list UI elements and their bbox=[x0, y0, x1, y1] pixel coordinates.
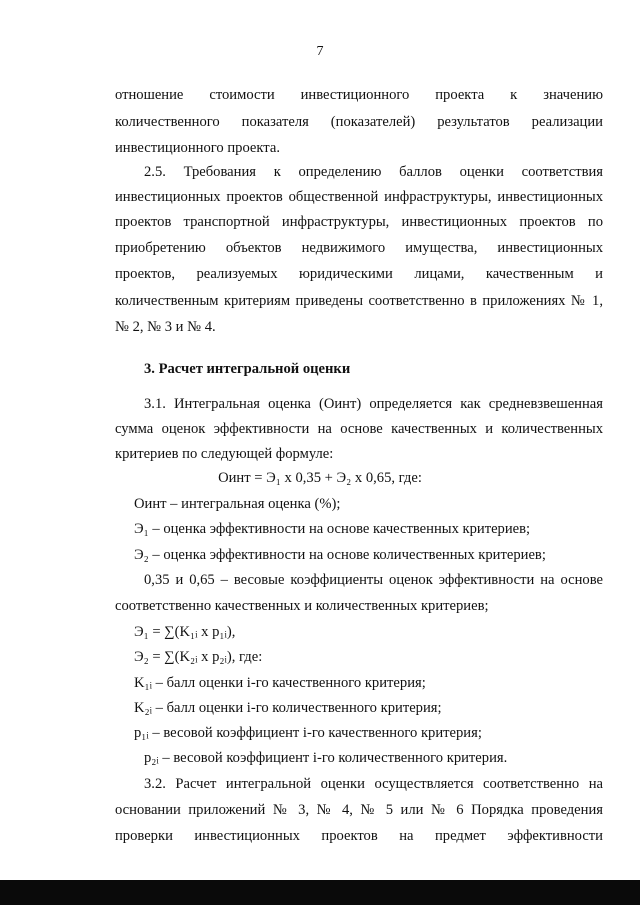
text-line: основании приложений № 3, № 4, № 5 или № 6 Порядка проведения bbox=[115, 802, 603, 818]
section-heading: 3. Расчет интегральной оценки bbox=[144, 361, 351, 377]
text-line: p₂ᵢ – весовой коэффициент i-го количественного критерия. bbox=[144, 750, 508, 766]
scan-edge-bar bbox=[0, 880, 640, 905]
text-line: K₂ᵢ – балл оценки i-го количественного критерия; bbox=[134, 700, 442, 716]
text-line: проверки инвестиционных проектов на предмет эффективности bbox=[115, 828, 603, 844]
text-line: Э₁ – оценка эффективности на основе качественных критериев; bbox=[134, 521, 531, 537]
text-line: отношение стоимости инвестиционного проекта к значению bbox=[115, 87, 603, 103]
formula-line: Оинт = Э₁ x 0,35 + Э₂ x 0,65, где: bbox=[218, 470, 422, 486]
text-line: критериев по следующей формуле: bbox=[115, 446, 334, 462]
text-line: инвестиционных проектов общественной инфраструктуры, инвестиционных bbox=[115, 189, 603, 205]
text-line: K₁ᵢ – балл оценки i-го качественного критерия; bbox=[134, 675, 426, 691]
text-line: p₁ᵢ – весовой коэффициент i-го качественного критерия; bbox=[134, 725, 482, 741]
text-line: 3.1. Интегральная оценка (Оинт) определяется как средневзвешенная bbox=[144, 396, 603, 412]
text-line: 2.5. Требования к определению баллов оценки соответствия bbox=[144, 164, 603, 180]
text-line: Оинт – интегральная оценка (%); bbox=[134, 496, 341, 512]
formula-line: Э₁ = ∑(K₁ᵢ x p₁ᵢ), bbox=[134, 624, 236, 640]
text-line: проектов транспортной инфраструктуры, инвестиционных проектов по bbox=[115, 214, 603, 230]
page-number: 7 bbox=[316, 44, 324, 59]
text-line: Э₂ – оценка эффективности на основе количественных критериев; bbox=[134, 547, 546, 563]
text-line: инвестиционного проекта. bbox=[115, 140, 280, 156]
text-line: количественного показателя (показателей) результатов реализации bbox=[115, 114, 603, 130]
formula-line: Э₂ = ∑(K₂ᵢ x p₂ᵢ), где: bbox=[134, 649, 263, 665]
text-line: 0,35 и 0,65 – весовые коэффициенты оценок эффективности на основе bbox=[144, 572, 603, 588]
text-line: количественным критериям приведены соответственно в приложениях № 1, bbox=[115, 293, 603, 309]
text-line: соответственно качественных и количественных критериев; bbox=[115, 598, 489, 614]
text-line: 3.2. Расчет интегральной оценки осуществляется соответственно на bbox=[144, 776, 603, 792]
text-line: сумма оценок эффективности на основе качественных и количественных bbox=[115, 421, 603, 437]
text-line: приобретению объектов недвижимого имущества, инвестиционных bbox=[115, 240, 603, 256]
text-line: № 2, № 3 и № 4. bbox=[115, 319, 216, 335]
text-line: проектов, реализуемых юридическими лицами, качественным и bbox=[115, 266, 603, 282]
